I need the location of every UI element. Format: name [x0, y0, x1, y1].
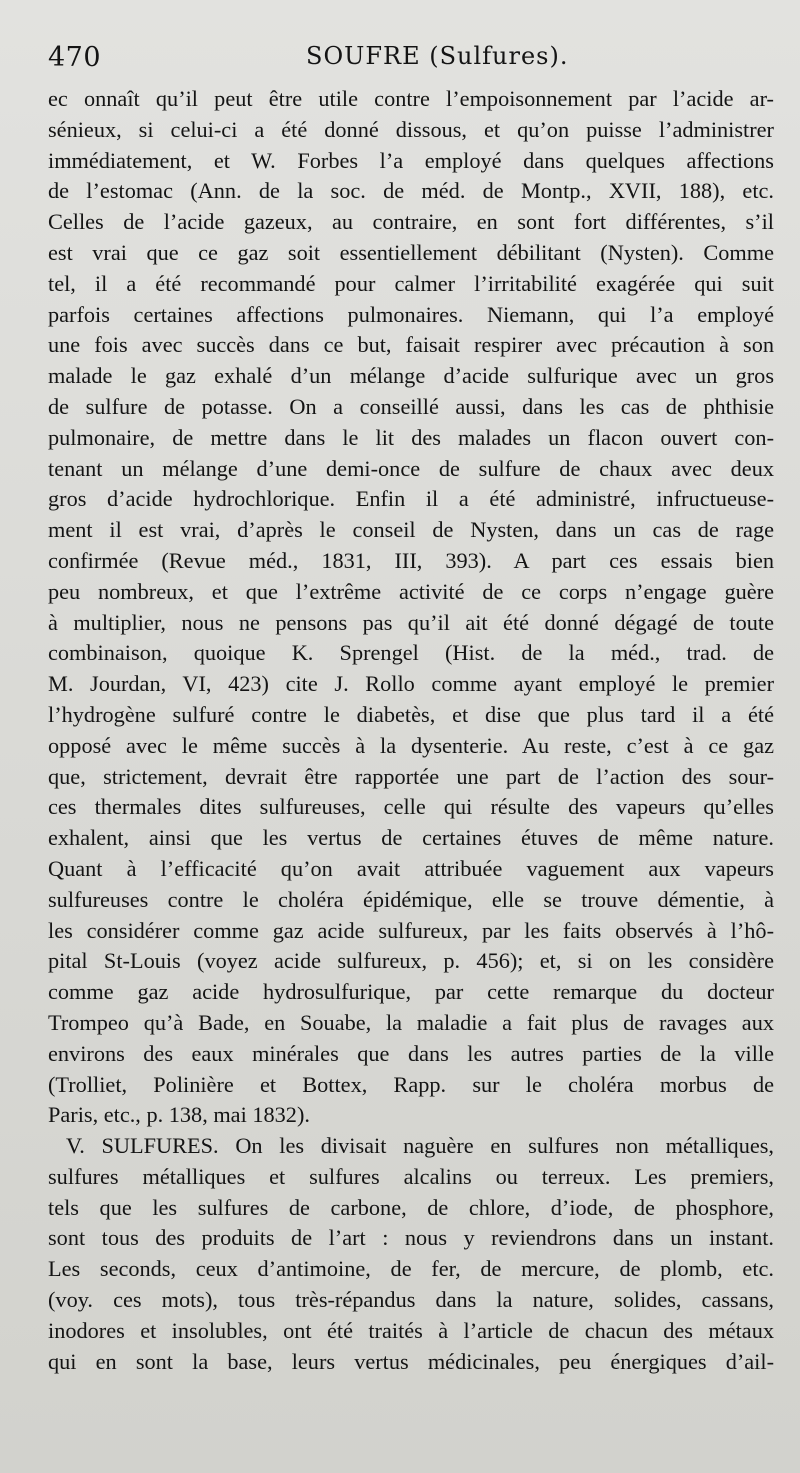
text-line: ec onnaît qu’il peut être utile contre l’empoisonnement par l’acide ar-: [48, 86, 774, 111]
running-head: [48, 38, 774, 84]
text-line: (Trolliet, Polinière et Bottex, Rapp. sur le choléra morbus de: [48, 1071, 774, 1097]
text-line: ces thermales dites sulfureuses, celle qui résulte des vapeurs qu’elles: [48, 794, 774, 820]
text-line: tels que les sulfures de carbone, de chlore, d’iode, de phosphore,: [48, 1194, 774, 1220]
text-line: parfois certaines affections pulmonaires. Niemann, qui l’a employé: [48, 301, 774, 327]
text-line: gros d’acide hydrochlorique. Enfin il a été administré, infructueuse-: [48, 486, 774, 512]
text-line: l’hydrogène sulfuré contre le diabetès, et dise que plus tard il a été: [48, 701, 774, 727]
text-line: sulfures métalliques et sulfures alcalins ou terreux. Les premiers,: [48, 1163, 774, 1189]
text-line: M. Jourdan, VI, 423) cite J. Rollo comme ayant employé le premier: [48, 671, 774, 697]
text-line: pulmonaire, de mettre dans le lit des malades un flacon ouvert con-: [48, 424, 774, 450]
text-line: sont tous des produits de l’art : nous y reviendrons dans un instant.: [48, 1225, 774, 1251]
paragraph-end-line: Paris, etc., p. 138, mai 1832).: [48, 1102, 310, 1128]
text-line: comme gaz acide hydrosulfurique, par cette remarque du docteur: [48, 979, 774, 1005]
text-line: les considérer comme gaz acide sulfureux, par les faits observés à l’hô-: [48, 917, 774, 943]
text-line: de sulfure de potasse. On a conseillé aussi, dans les cas de phthisie: [48, 393, 774, 419]
page-number: 470: [48, 42, 102, 73]
text-line: immédiatement, et W. Forbes l’a employé dans quelques affections: [48, 147, 774, 173]
text-line: est vrai que ce gaz soit essentiellement débilitant (Nysten). Comme: [48, 239, 774, 265]
text-line: malade le gaz exhalé d’un mélange d’acide sulfurique avec un gros: [48, 363, 774, 389]
text-line: tel, il a été recommandé pour calmer l’irritabilité exagérée qui suit: [48, 270, 774, 296]
text-line: combinaison, quoique K. Sprengel (Hist. de la méd., trad. de: [48, 640, 774, 666]
text-line: (voy. ces mots), tous très-répandus dans la nature, solides, cassans,: [48, 1287, 774, 1313]
text-line: environs des eaux minérales que dans les autres parties de la ville: [48, 1040, 774, 1066]
text-line: à multiplier, nous ne pensons pas qu’il ait été donné dégagé de toute: [48, 609, 774, 635]
body-text: [48, 84, 774, 1377]
text-line: Les seconds, ceux d’antimoine, de fer, de mercure, de plomb, etc.: [48, 1256, 774, 1282]
text-line: exhalent, ainsi que les vertus de certaines étuves de même nature.: [48, 825, 774, 851]
text-line: opposé avec le même succès à la dysenterie. Au reste, c’est à ce gaz: [48, 732, 774, 758]
text-line: inodores et insolubles, ont été traités à l’article de chacun des métaux: [48, 1317, 774, 1343]
text-line: ment il est vrai, d’après le conseil de Nysten, dans un cas de rage: [48, 517, 774, 543]
text-line: qui en sont la base, leurs vertus médicinales, peu énergiques d’ail-: [48, 1348, 774, 1374]
running-title: SOUFRE (Sulfures).: [306, 42, 569, 70]
text-line: une fois avec succès dans ce but, faisait respirer avec précaution à son: [48, 332, 774, 358]
text-line: Celles de l’acide gazeux, au contraire, en sont fort différentes, s’il: [48, 209, 774, 235]
text-line: tenant un mélange d’une demi-once de sulfure de chaux avec deux: [48, 455, 774, 481]
section-v-sulfures-line: V. SULFURES. On les divisait naguère en sulfures non métalliques,: [66, 1133, 774, 1159]
text-line: Trompeo qu’à Bade, en Souabe, la maladie a fait plus de ravages aux: [48, 1009, 774, 1035]
text-line: sulfureuses contre le choléra épidémique, elle se trouve démentie, à: [48, 886, 774, 912]
text-line: pital St-Louis (voyez acide sulfureux, p. 456); et, si on les considère: [48, 948, 774, 974]
text-line: confirmée (Revue méd., 1831, III, 393). A part ces essais bien: [48, 547, 774, 573]
text-line: Quant à l’efficacité qu’on avait attribuée vaguement aux vapeurs: [48, 855, 774, 881]
text-line: sénieux, si celui-ci a été donné dissous, et qu’on puisse l’administrer: [48, 116, 774, 142]
text-line: peu nombreux, et que l’extrême activité de ce corps n’engage guère: [48, 578, 774, 604]
text-line: de l’estomac (Ann. de la soc. de méd. de Montp., XVII, 188), etc.: [48, 178, 774, 204]
text-line: que, strictement, devrait être rapportée une part de l’action des sour-: [48, 763, 774, 789]
